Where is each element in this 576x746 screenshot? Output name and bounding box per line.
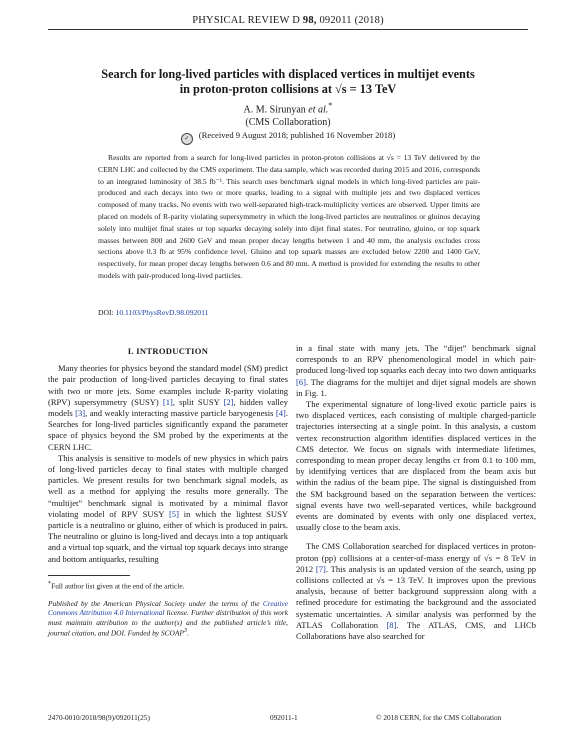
received-line xyxy=(0,130,576,145)
citation-link[interactable]: [6] xyxy=(296,376,306,387)
intro-paragraph-2: This analysis is sensitive to models of new physics in which pairs of long-lived particles decay to final states with multiple charged particles. We present results for two benchmark signal models, as well as a method for applying the results more generally. The “multijet” benchmark signal is motivated by a minimal flavor violating model of RPV SUSY [5] in which the lightest SUSY particle is a neutralino or gluino, either of which is produced in pairs. The neutralino or gluino is long-lived and decays into a top antiquark and a virtual top squark, and the virtual top squark decays into strange and bottom antiquarks, resulting xyxy=(48,452,288,564)
title-energy: = 13 TeV xyxy=(346,81,397,96)
citation-link[interactable]: [2] xyxy=(223,396,234,407)
citation-link[interactable]: [5] xyxy=(168,508,179,519)
doi-label: DOI: xyxy=(98,308,116,317)
footnote-block xyxy=(48,580,288,638)
title-line-1: Search for long-lived particles with displaced vertices in multijet events xyxy=(101,67,475,81)
publication-notice: Published by the American Physical Society under the terms of the Creative Commons Attribution 4.0 International license. Further distribution of this work must maintain attribution to the author(s) and the published article’s title, journal citation, and DOI. Funded by SCOAP$^3$. xyxy=(48,598,288,638)
left-column xyxy=(48,346,288,565)
doi-line xyxy=(98,308,208,317)
footer-copyright: © 2018 CERN, for the CMS Collaboration xyxy=(376,713,502,722)
received-dates: (Received 9 August 2018; published 16 November 2018) xyxy=(198,130,396,140)
header-rule xyxy=(48,29,528,30)
author-line xyxy=(0,100,576,117)
citation-link[interactable]: [3] xyxy=(75,408,86,419)
right-column xyxy=(296,343,536,642)
journal-name: PHYSICAL REVIEW D xyxy=(192,15,301,26)
author-footnote-mark: * xyxy=(328,101,333,110)
intro-paragraph-2-cont: in a final state with many jets. The “dijet” benchmark signal corresponds to an RPV phenomenological model in which pair-produced long-lived top squarks each decay into two down antiquarks [6]. The diagrams for the multijet and dijet signal models are shown in Fig. 1. xyxy=(296,343,536,398)
article-number: 092011 (2018) xyxy=(319,15,384,26)
intro-paragraph-3: The experimental signature of long-lived exotic particle pairs is two displaced vertices, each consisting of multiple charged-particle trajectories intersecting at a single point. In this analysis, a custom vertex reconstruction algorithm identifies displaced vertices in the CMS detector. We focus on signals with intermediate lifetimes, corresponding to mean proper decay lengths cτ from 0.1 to 100 mm, by identifying vertices that are displaced from the beam axis but within the radius of the beam pipe. The signal is distinguished from the SM background based on the separation between the vertices: signal events have two well-separated vertices, while background events are dominated by events with only one displaced vertex, usually close to the beam axis. xyxy=(296,399,536,533)
doi-link[interactable]: 10.1103/PhysRevD.98.092011 xyxy=(115,308,209,317)
citation-link[interactable]: [7] xyxy=(315,563,326,574)
title-line-2 xyxy=(60,82,516,97)
license-link[interactable]: Creative Commons Attribution 4.0 International xyxy=(48,598,288,618)
title-sqrt-s: √s xyxy=(335,81,347,96)
section-heading: I. INTRODUCTION xyxy=(127,346,209,356)
crossmark-icon[interactable]: ✓ xyxy=(181,133,193,145)
author-etal: et al. xyxy=(308,104,329,116)
citation-link[interactable]: [1] xyxy=(162,396,173,407)
journal-volume: 98, xyxy=(302,15,317,26)
footer-page-number: 092011-1 xyxy=(270,713,298,722)
author-footnote: *Full author list given at the end of the article. xyxy=(48,581,185,591)
citation-link[interactable]: [4] xyxy=(275,408,286,419)
title-line-2-text: in proton-proton collisions at xyxy=(179,81,336,96)
footnote-rule xyxy=(48,575,130,576)
intro-paragraph-4: The CMS Collaboration searched for displaced vertices in proton-proton (pp) collisions at a center-of-mass energy of √s = 8 TeV in 2012 [7]. This analysis is an updated version of the search, using pp collisions collected at √s = 13 TeV. It improves upon the previous analysis, because of better background suppression along with a refined procedure for estimating the background and the associated systematic uncertainties. A similar analysis was performed by the ATLAS Collaboration [8]. The ATLAS, CMS, and LHCb Collaborations have also searched for xyxy=(296,541,537,642)
collaboration: (CMS Collaboration) xyxy=(245,116,331,128)
intro-paragraph-1: Many theories for physics beyond the standard model (SM) predict the pair production of long-lived particles decaying to final states with two or more jets. Some examples include R-parity violating (RPV) supersymmetry (SUSY) [1], split SUSY [2], hidden valley models [3], and weakly interacting massive particle baryogenesis [4]. Searches for long-lived particles significantly expand the parameter space of physics beyond the SM probed by the experiments at the CERN LHC. xyxy=(48,363,289,452)
abstract: Results are reported from a search for long-lived particles in proton-proton collisions at √s = 13 TeV delivered by the CERN LHC and collected by the CMS experiment. The data sample, which was recorded during 2015 and 2016, corresponds to an integrated luminosity of 38.5 fb⁻¹. This search uses benchmark signal models in which long-lived particles are pair-produced and each decays into two or more quarks, leading to a signal with multiple jets and two displaced vertices composed of many tracks. No events with two well-separated high-track-multiplicity vertices are observed. Upper limits are placed on models of R-parity violating supersymmetry in which the long-lived particles are neutralinos or gluinos decaying solely into multijet final states or top squarks decaying solely into dijet final states. For neutralino, gluino, or top squark masses between 800 and 2600 GeV and mean proper decay lengths between 1 and 40 mm, the analysis excludes cross sections above 0.3 fb at 95% confidence level. Gluino and top squark masses are excluded below 2200 and 1400 GeV, respectively, for mean proper decay lengths between 0.6 and 80 mm. A method is provided for extending the results to other models with pair-produced long-lived particles. xyxy=(98,153,480,280)
author-name: A. M. Sirunyan xyxy=(243,104,309,116)
paper-title xyxy=(60,67,516,96)
running-header xyxy=(0,15,576,26)
author-block xyxy=(0,100,576,129)
citation-link[interactable]: [8] xyxy=(386,619,397,630)
footer-issn: 2470-0010/2018/98(9)/092011(25) xyxy=(48,713,150,722)
